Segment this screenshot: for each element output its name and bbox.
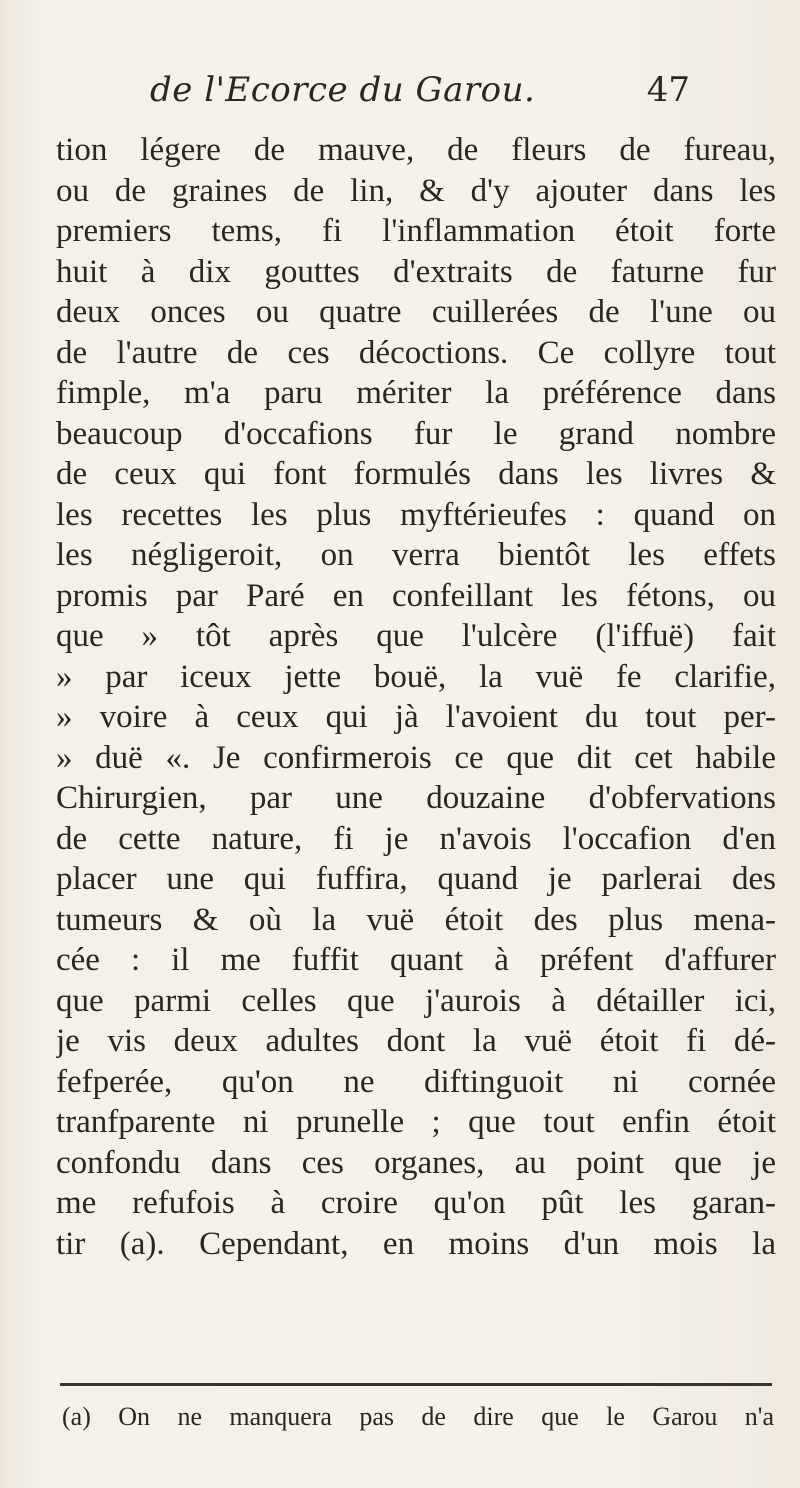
text-line: fimple, m'a paru mériter la préférence dans xyxy=(56,375,776,411)
text-line: les négligeroit, on verra bientôt les effets xyxy=(56,537,776,573)
text-line: » duë «. Je confirmerois ce que dit cet habile xyxy=(56,739,776,776)
footnote-divider xyxy=(60,1383,772,1386)
running-head: de l'Ecorce du Garou. xyxy=(150,70,536,110)
text-line: tumeurs & où la vuë étoit des plus mena- xyxy=(56,901,776,938)
text-line: tir (a). Cependant, en moins d'un mois la xyxy=(56,1225,776,1262)
text-line: je vis deux adultes dont la vuë étoit fi dé- xyxy=(56,1023,776,1059)
footnote: (a) On ne manquera pas de dire que le Garou n'a xyxy=(62,1402,774,1431)
text-line: » par iceux jette bouë, la vuë fe clarifie, xyxy=(56,658,776,695)
text-line: tion légere de mauve, de fleurs de fureau, xyxy=(56,132,776,168)
text-line: placer une qui fuffira, quand je parlerai des xyxy=(56,861,776,897)
page-number: 47 xyxy=(646,70,690,110)
text-line: tranfparente ni prunelle ; que tout enfin étoit xyxy=(56,1104,776,1140)
text-line: promis par Paré en confeillant les fétons, ou xyxy=(56,577,776,614)
text-line: ou de graines de lin, & d'y ajouter dans les xyxy=(56,172,776,209)
text-line: deux onces ou quatre cuillerées de l'une ou xyxy=(56,294,776,330)
text-line: de ceux qui font formulés dans les livres & xyxy=(56,456,776,492)
text-line: » voire à ceux qui jà l'avoient du tout per- xyxy=(56,699,776,735)
text-line: beaucoup d'occafions fur le grand nombre xyxy=(56,415,776,452)
text-line: les recettes les plus myftérieufes : quand on xyxy=(56,496,776,533)
text-line: huit à dix gouttes d'extraits de faturne fur xyxy=(56,253,776,290)
body-text xyxy=(56,130,776,1264)
text-line: que parmi celles que j'aurois à détailler ici, xyxy=(56,982,776,1019)
text-line: premiers tems, fi l'inflammation étoit forte xyxy=(56,213,776,249)
page-header xyxy=(150,70,690,120)
text-line: me refufois à croire qu'on pût les garan- xyxy=(56,1185,776,1221)
text-line: cée : il me fuffit quant à préfent d'affurer xyxy=(56,942,776,978)
text-line: que » tôt après que l'ulcère (l'iffuë) fait xyxy=(56,618,776,654)
text-line: Chirurgien, par une douzaine d'obfervations xyxy=(56,780,776,816)
text-line: de l'autre de ces décoctions. Ce collyre tout xyxy=(56,334,776,371)
text-line: fefperée, qu'on ne diftinguoit ni cornée xyxy=(56,1063,776,1100)
text-line: confondu dans ces organes, au point que je xyxy=(56,1144,776,1181)
text-line: de cette nature, fi je n'avois l'occafion d'en xyxy=(56,820,776,857)
